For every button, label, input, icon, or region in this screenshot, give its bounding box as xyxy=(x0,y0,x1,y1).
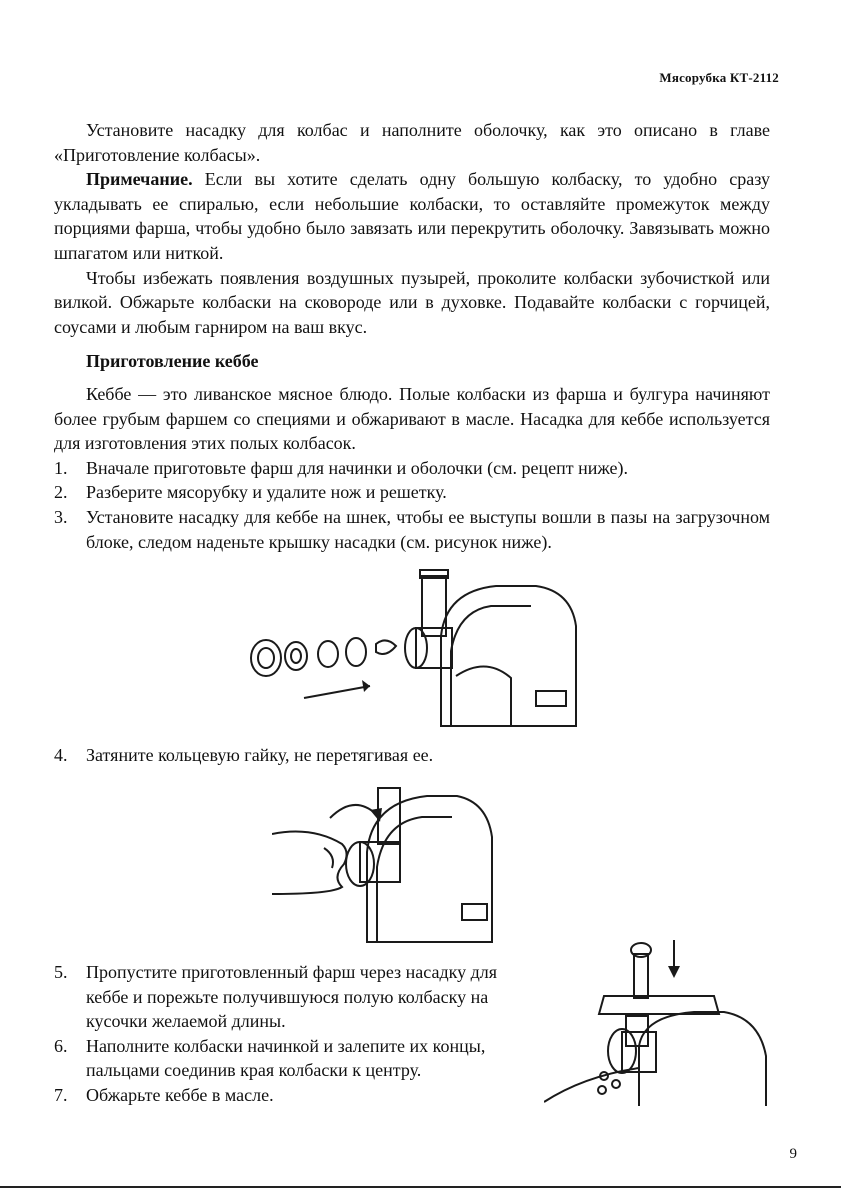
feeding-illustration xyxy=(544,936,784,1108)
main-text xyxy=(54,118,770,554)
list-item: 3. Установите насадку для кеббе на шнек, чтобы ее выступы вошли в пазы на загрузочном блоке, следом наденьте крышку насадки (см. рисунок ниже). xyxy=(54,506,770,552)
paragraph-3: Чтобы избежать появления воздушных пузырей, проколите колбаски зубочисткой или вилкой. Обжарьте колбаски на сковороде или в духовке. Подавайте колбаски с горчицей, соусами и любым гарниром на ваш вкус. xyxy=(54,267,770,337)
list-item: 5. Пропустите приготовленный фарш через насадку для кеббе и порежьте получившуюся полую колбаску на кусочки желаемой длины. xyxy=(54,962,498,1032)
bottom-divider xyxy=(0,1186,841,1188)
list-item: 2. Разберите мясорубку и удалите нож и решетку. xyxy=(54,482,447,503)
section-title: Приготовление кеббе xyxy=(86,351,259,372)
running-header: Мясорубка КТ-2112 xyxy=(659,70,779,85)
list-item: 4. Затяните кольцевую гайку, не перетягивая ее. xyxy=(54,745,434,765)
list-item: 1. Вначале приготовьте фарш для начинки и оболочки (см. рецепт ниже). xyxy=(54,457,629,478)
section-intro: Кеббе — это ливанское мясное блюдо. Полые колбаски из фарша и булгура начиняют более грубым фаршем со специями и обжаривают в масле. Насадка для кеббе используется для изготовления этих полых колбасок. xyxy=(54,383,770,454)
paragraph-1: Установите насадку для колбас и наполните оболочку, как это описано в главе «Приготовление колбасы». xyxy=(54,120,770,165)
paragraph-note xyxy=(54,167,770,265)
assembly-illustration xyxy=(236,566,596,736)
note-text: Если вы хотите сделать одну большую колбаску, то удобно сразу укладывать ее спиралью, если небольшие колбаски, то оставляйте промежуток между порциями фарша, чтобы удобно было завязать или перекрутить оболочку. Завязывать можно шпагатом или ниткой. xyxy=(54,169,770,263)
list-item: 6. Наполните колбаски начинкой и залепите их концы, пальцами соединив края колбаски к центру. xyxy=(54,1035,486,1081)
steps-list-bottom xyxy=(54,960,540,1108)
page-number: 9 xyxy=(789,1146,797,1162)
note-label: Примечание. xyxy=(86,169,193,190)
tightening-illustration xyxy=(272,782,572,947)
list-item: 7. Обжарьте кеббе в масле. xyxy=(54,1084,274,1105)
